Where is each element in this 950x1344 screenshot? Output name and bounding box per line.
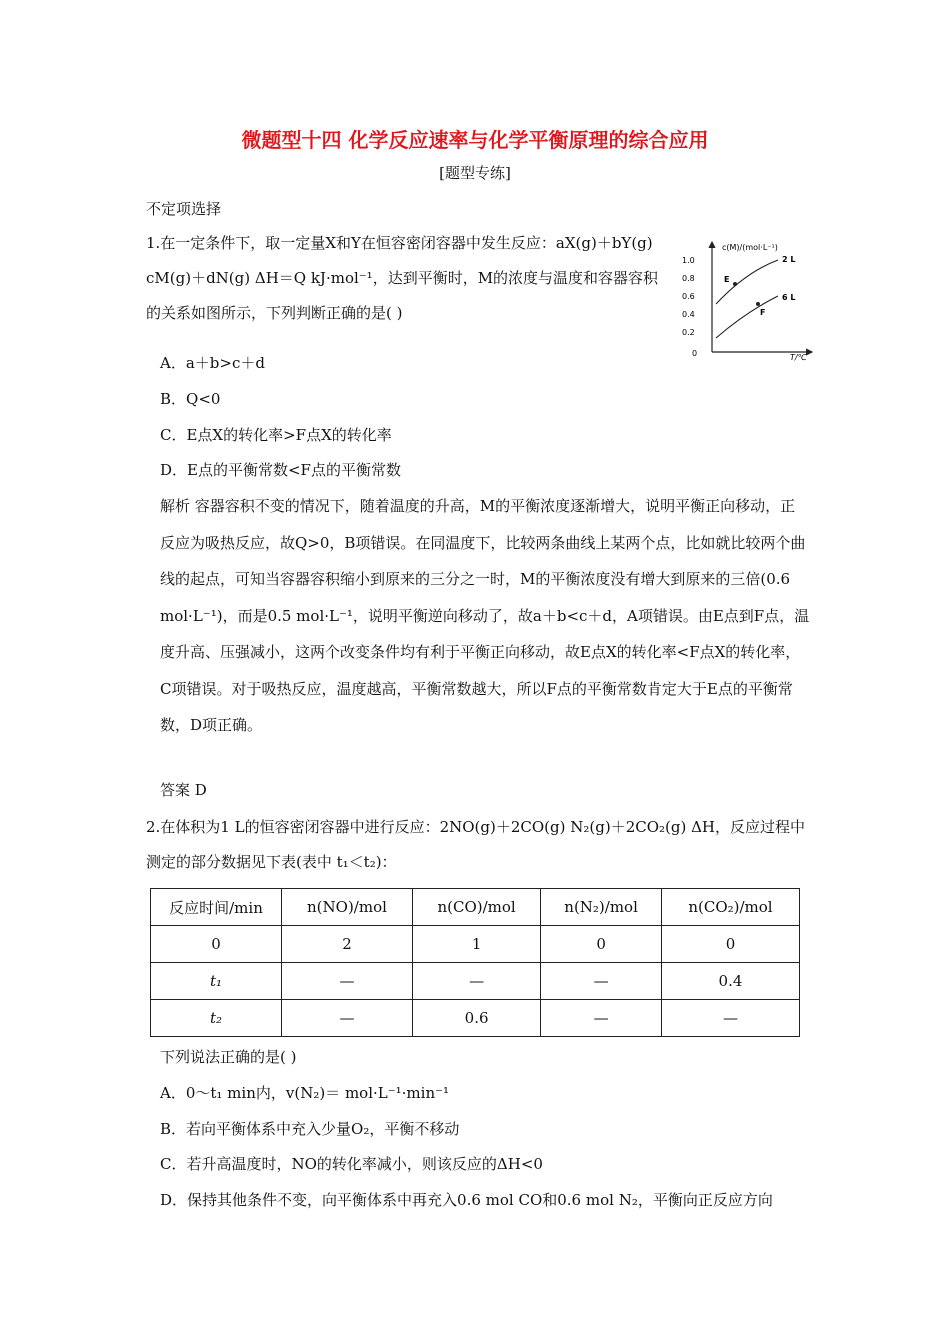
y-tick-0-6: 0.6 (682, 292, 695, 301)
q2-option-a: A．0～t₁ min内，v(N₂)＝ mol·L⁻¹·min⁻¹ (160, 1084, 450, 1102)
point-e-label: E (724, 275, 730, 284)
table-cell: — (412, 963, 540, 1000)
q2-option-b: B．若向平衡体系中充入少量O₂，平衡不移动 (160, 1120, 460, 1138)
table-cell: 0.6 (412, 1000, 540, 1037)
table-cell: 0 (151, 926, 282, 963)
y-tick-0-2: 0.2 (682, 328, 695, 337)
table-cell: t₂ (151, 1000, 282, 1037)
table-cell: — (541, 1000, 662, 1037)
question-1-stem: 1.在一定条件下，取一定量X和Y在恒容密闭容器中发生反应：aX(g)＋bY(g) cM(g)＋dN(g) ΔH＝Q kJ·mol⁻¹，达到平衡时，M的浓度与温度和容器容积的关系如图所示，下列判断正确的是( ) (146, 234, 659, 322)
y-tick-0-8: 0.8 (682, 274, 695, 283)
table-cell: t₁ (151, 963, 282, 1000)
curve-6l (716, 296, 778, 338)
table-row (151, 926, 800, 963)
table-cell: 0 (541, 926, 662, 963)
q1-analysis: 解析 容器容积不变的情况下，随着温度的升高，M的平衡浓度逐渐增大，说明平衡正向移动，正反应为吸热反应，故Q>0，B项错误。在同温度下，比较两条曲线上某两个点，比如就比较两个曲线的起点，可知当容器容积缩小到原来的三分之一时，M的平衡浓度没有增大到原来的三倍(0.6 mol·L⁻¹)，而是0.5 mol·L⁻¹，说明平衡逆向移动了，故a＋b<c＋d，A项错误。由E点到F点，温度升高、压强减小，这两个改变条件均有利于平衡正向移动，故E点X的转化率<F点X的转化率，C项错误。对于吸热反应，温度越高，平衡常数越大，所以F点的平衡常数肯定大于E点的平衡常数，D项正确。 (160, 497, 810, 734)
reaction-data-table (150, 888, 800, 1037)
curve-6l-label: 6 L (782, 293, 796, 302)
table-cell: — (282, 963, 413, 1000)
table-header-cell: n(CO₂)/mol (661, 889, 799, 926)
table-cell: 2 (282, 926, 413, 963)
q1-option-a: A．a＋b>c＋d (160, 354, 265, 372)
table-cell: 1 (412, 926, 540, 963)
q1-option-b: B．Q<0 (160, 390, 221, 408)
table-header-cell: n(CO)/mol (412, 889, 540, 926)
section-heading: 不定项选择 (146, 200, 222, 218)
point-e (733, 282, 737, 286)
y-axis-label: c(M)/(mol·L⁻¹) (722, 243, 778, 252)
table-header-cell: n(N₂)/mol (541, 889, 662, 926)
q2-prompt: 下列说法正确的是( ) (160, 1048, 297, 1066)
q1-answer: 答案 D (160, 781, 207, 799)
point-f (756, 302, 760, 306)
point-f-label: F (760, 308, 766, 317)
q1-option-d: D．E点的平衡常数<F点的平衡常数 (160, 461, 401, 479)
q2-option-d: D．保持其他条件不变，向平衡体系中再充入0.6 mol CO和0.6 mol N₂，平衡向正反应方向 (160, 1191, 773, 1209)
table-cell: 0.4 (661, 963, 799, 1000)
table-header-cell: n(NO)/mol (282, 889, 413, 926)
table-cell: — (661, 1000, 799, 1037)
table-header-cell: 反应时间/min (151, 889, 282, 926)
x-axis-label: T/℃ (790, 353, 807, 362)
y-tick-1-0: 1.0 (682, 256, 695, 265)
curve-2l-label: 2 L (782, 255, 796, 264)
q1-option-c: C．E点X的转化率>F点X的转化率 (160, 426, 392, 444)
q2-option-c: C．若升高温度时，NO的转化率减小，则该反应的ΔH<0 (160, 1155, 543, 1173)
question-2-stem: 2.在体积为1 L的恒容密闭容器中进行反应：2NO(g)＋2CO(g) N₂(g)＋2CO₂(g) ΔH，反应过程中测定的部分数据见下表(表中 t₁＜t₂)： (146, 818, 806, 871)
table-cell: — (282, 1000, 413, 1037)
page-subtitle: [题型专练] (439, 164, 511, 182)
page-title: 微题型十四 化学反应速率与化学平衡原理的综合应用 (241, 128, 709, 152)
y-tick-0-4: 0.4 (682, 310, 695, 319)
table-cell: 0 (661, 926, 799, 963)
table-header-row (151, 889, 800, 926)
origin-label: 0 (692, 349, 698, 358)
table-row (151, 1000, 800, 1037)
concentration-temperature-graph (674, 238, 824, 366)
table-row (151, 963, 800, 1000)
table-cell: — (541, 963, 662, 1000)
